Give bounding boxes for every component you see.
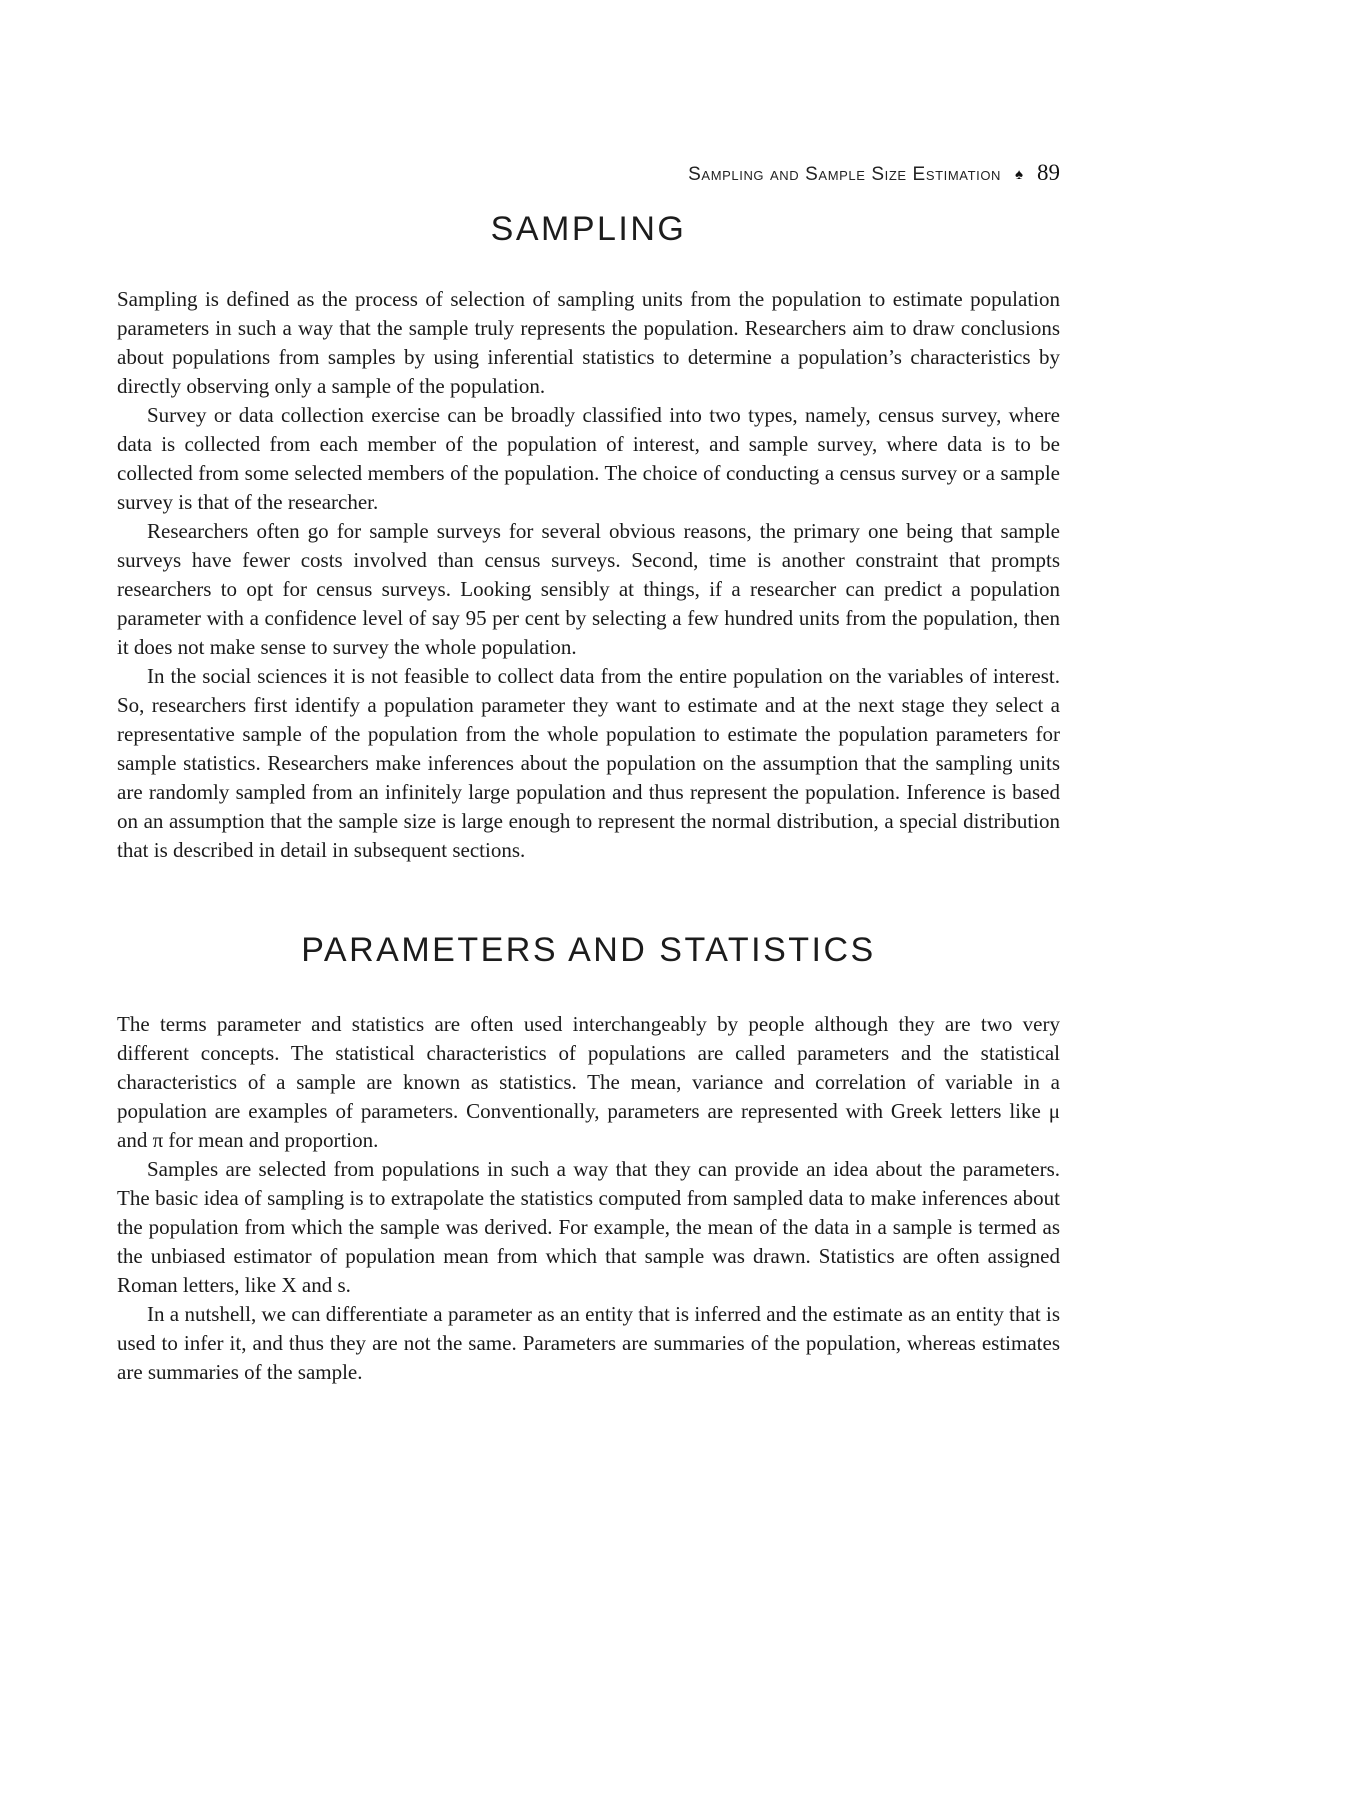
paragraph: Sampling is defined as the process of selection of sampling units from the population to estimate population parameters in such a way that the sample truly represents the population. Researchers aim to draw conclusions about populations from samples by using inferential statistics to determine a population’s characteristics by directly observing only a sample of the population. [117, 287, 1060, 398]
section-heading-parameters-and-statistics: PARAMETERS AND STATISTICS [301, 931, 876, 969]
paragraph: Researchers often go for sample surveys for several obvious reasons, the primary one being that sample surveys have fewer costs involved than census surveys. Second, time is another constraint that prompts researchers to opt for census surveys. Looking sensibly at things, if a researcher can predict a population parameter with a confidence level of say 95 per cent by selecting a few hundred units from the population, then it does not make sense to survey the whole population. [117, 519, 1060, 659]
section-body-parameters-and-statistics [117, 1010, 1060, 1387]
section-body-sampling [117, 285, 1060, 865]
spade-icon: ♠ [1015, 166, 1023, 183]
running-header [117, 160, 1060, 186]
book-page [117, 0, 1060, 1387]
section-heading-sampling: SAMPLING [490, 210, 687, 248]
paragraph: Survey or data collection exercise can be broadly classified into two types, namely, census survey, where data is collected from each member of the population of interest, and sample survey, where data is to be collected from some selected members of the population. The choice of conducting a census survey or a sample survey is that of the researcher. [117, 403, 1060, 514]
paragraph: In the social sciences it is not feasible to collect data from the entire population on the variables of interest. So, researchers first identify a population parameter they want to estimate and at the next stage they select a representative sample of the population from the whole population to estimate the population parameters for sample statistics. Researchers make inferences about the population on the assumption that the sampling units are randomly sampled from an infinitely large population and thus represent the population. Inference is based on an assumption that the sample size is large enough to represent the normal distribution, a special distribution that is described in detail in subsequent sections. [117, 664, 1060, 862]
page-number: 89 [1037, 160, 1060, 185]
running-header-title: Sampling and Sample Size Estimation [688, 164, 1002, 185]
paragraph: The terms parameter and statistics are often used interchangeably by people although they are two very different concepts. The statistical characteristics of populations are called parameters and the statistical characteristics of a sample are known as statistics. The mean, variance and correlation of variable in a population are examples of parameters. Conventionally, parameters are represented with Greek letters like μ and π for mean and proportion. [117, 1012, 1060, 1152]
paragraph: Samples are selected from populations in such a way that they can provide an idea about the parameters. The basic idea of sampling is to extrapolate the statistics computed from sampled data to make inferences about the population from which the sample was derived. For example, the mean of the data in a sample is termed as the unbiased estimator of population mean from which that sample was drawn. Statistics are often assigned Roman letters, like X and s. [117, 1157, 1060, 1297]
paragraph: In a nutshell, we can differentiate a parameter as an entity that is inferred and the estimate as an entity that is used to infer it, and thus they are not the same. Parameters are summaries of the population, whereas estimates are summaries of the sample. [117, 1302, 1060, 1384]
